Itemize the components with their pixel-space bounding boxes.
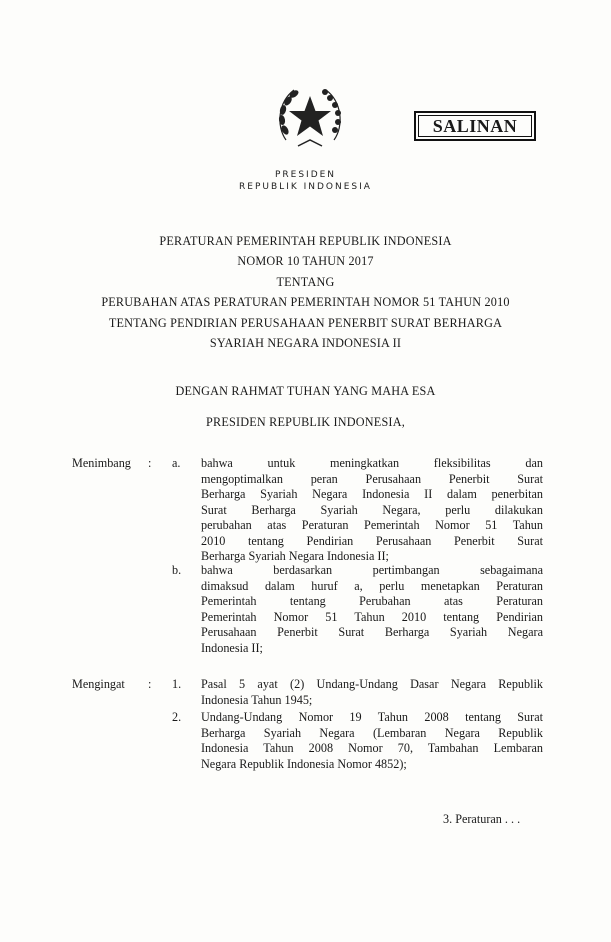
mengingat-label: Mengingat: [72, 677, 125, 691]
salinan-stamp: SALINAN: [414, 111, 536, 141]
title-line-3: TENTANG: [276, 275, 335, 289]
text-line: perubahan atas Peraturan Pemerintah Nomor 51 Tahun: [201, 518, 543, 532]
menimbang-colon: :: [148, 456, 152, 470]
text-line: bahwa berdasarkan pertimbangan sebagaimana: [201, 563, 543, 577]
mengingat-marker-2: 2.: [172, 710, 182, 724]
title-line-2: NOMOR 10 TAHUN 2017: [237, 254, 374, 268]
text-line: Surat Berharga Syariah Negara, perlu dilakukan: [201, 502, 543, 517]
text-line: 2010 tentang Pendirian Perusahaan Penerbit Surat: [201, 533, 543, 548]
text-line: Negara Republik Indonesia Nomor 4852);: [201, 756, 407, 771]
text-line: Indonesia Tahun 1945;: [201, 692, 313, 707]
text-line: Berharga Syariah Negara Indonesia II dalam penerbitan: [201, 487, 543, 501]
title-line-1: PERATURAN PEMERINTAH REPUBLIK INDONESIA: [159, 234, 452, 248]
text-line: Perusahaan Penerbit Surat Berharga Syariah Negara: [201, 625, 543, 639]
menimbang-marker-a: a.: [172, 456, 181, 470]
presiden-label: PRESIDEN: [274, 170, 337, 180]
text-line: Pemerintah Nomor 51 Tahun 2010 tentang Pendirian: [201, 609, 543, 624]
text-line: Indonesia II;: [201, 640, 263, 655]
text-line: Indonesia Tahun 2008 Nomor 70, Tambahan Lembaran: [201, 741, 543, 755]
menimbang-marker-b: b.: [172, 563, 182, 577]
preamble-line-1: DENGAN RAHMAT TUHAN YANG MAHA ESA: [175, 384, 436, 398]
continuation-note: 3. Peraturan . . .: [443, 812, 521, 826]
text-line: Berharga Syariah Negara Indonesia II;: [201, 549, 389, 563]
mengingat-item-1: [201, 677, 543, 708]
title-line-6: SYARIAH NEGARA INDONESIA II: [209, 336, 402, 350]
title-line-5: TENTANG PENDIRIAN PERUSAHAAN PENERBIT SURAT BERHARGA: [108, 316, 503, 330]
text-line: Undang-Undang Nomor 19 Tahun 2008 tentang Surat: [201, 710, 543, 724]
republik-label: REPUBLIK INDONESIA: [239, 182, 372, 192]
garuda-star-emblem-icon: [272, 80, 348, 156]
text-line: Pemerintah tentang Perubahan atas Peraturan: [201, 594, 543, 608]
menimbang-label: Menimbang: [72, 456, 131, 470]
text-line: Berharga Syariah Negara (Lembaran Negara Republik: [201, 725, 543, 740]
text-line: bahwa untuk meningkatkan fleksibilitas dan: [201, 456, 543, 470]
preamble-line-2: PRESIDEN REPUBLIK INDONESIA,: [206, 415, 405, 429]
text-line: Pasal 5 ayat (2) Undang-Undang Dasar Negara Republik: [201, 677, 543, 691]
menimbang-item-a: [201, 456, 543, 565]
mengingat-item-2: [201, 710, 543, 772]
text-line: mengoptimalkan peran Perusahaan Penerbit Surat: [201, 471, 543, 486]
mengingat-marker-1: 1.: [172, 677, 182, 691]
menimbang-item-b: [201, 563, 543, 656]
text-line: dimaksud dalam huruf a, perlu menetapkan Peraturan: [201, 578, 543, 593]
mengingat-colon: :: [148, 677, 152, 691]
title-line-4: PERUBAHAN ATAS PERATURAN PEMERINTAH NOMOR 51 TAHUN 2010: [101, 295, 510, 309]
